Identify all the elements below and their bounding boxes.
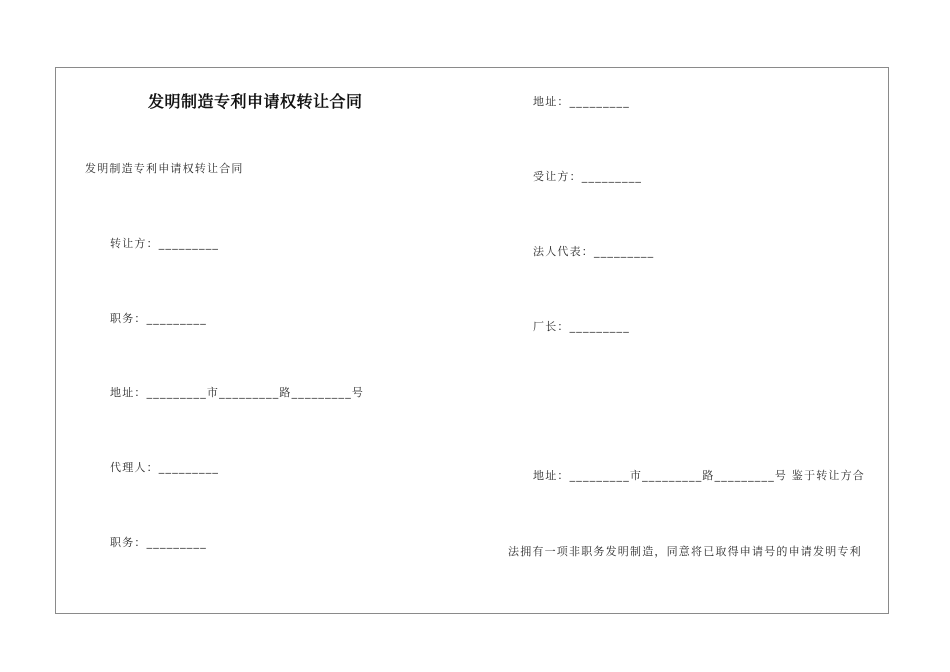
- transferor-field: 转让方：_________: [110, 237, 220, 250]
- transferor-address-continued-field: 地址：_________: [533, 95, 630, 108]
- contract-subtitle: 发明制造专利申请权转让合同: [85, 162, 244, 175]
- transferor-position-field: 职务：_________: [110, 312, 207, 325]
- document-title: 发明制造专利申请权转让合同: [148, 92, 363, 111]
- document-frame: [55, 67, 889, 614]
- transferee-field: 受让方：_________: [533, 170, 643, 183]
- agent-position-field: 职务：_________: [110, 536, 207, 549]
- factory-director-field: 厂长：_________: [533, 320, 630, 333]
- legal-representative-field: 法人代表：_________: [533, 245, 655, 258]
- contract-body-text: 法拥有一项非职务发明制造，同意将已取得申请号的申请发明专利: [508, 545, 862, 558]
- agent-field: 代理人：_________: [110, 461, 220, 474]
- transferee-address-field: 地址：_________市_________路_________号 鉴于转让方合: [533, 469, 865, 482]
- transferor-address-field: 地址：_________市_________路_________号: [110, 386, 365, 399]
